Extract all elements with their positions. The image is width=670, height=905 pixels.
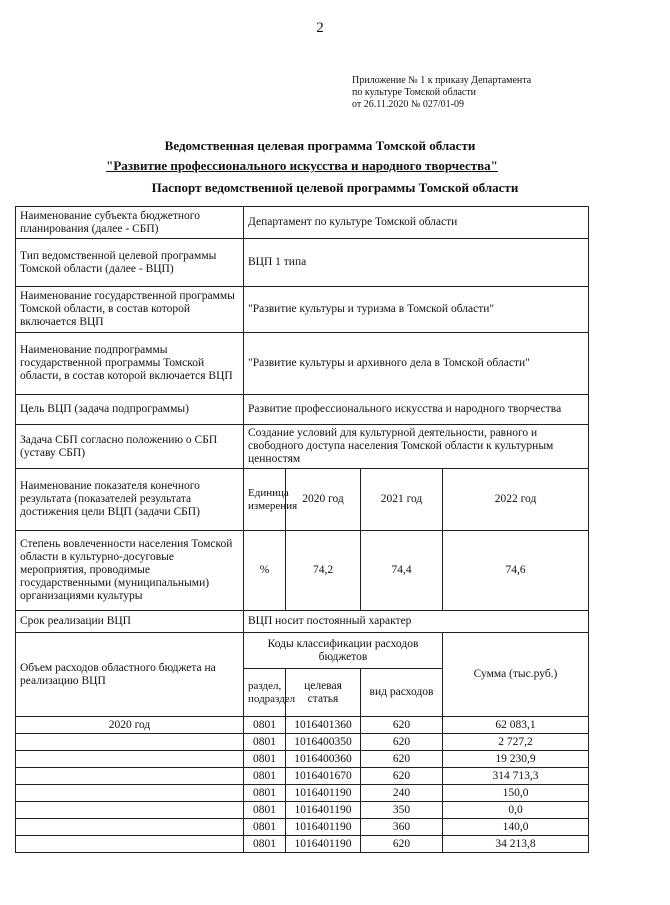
type-value: ВЦП 1 типа <box>244 239 589 287</box>
year-2021-header: 2021 год <box>361 469 443 531</box>
subprogram-value: "Развитие культуры и архивного дела в Томской области" <box>244 333 589 395</box>
indicator-2022: 74,6 <box>443 531 589 611</box>
table-row <box>16 287 589 333</box>
section-cell: 0801 <box>244 768 286 785</box>
kind-cell: 360 <box>361 819 443 836</box>
kind-cell: 620 <box>361 751 443 768</box>
table-row <box>16 395 589 425</box>
unit-header: Единица измерения <box>244 469 286 531</box>
codes-header: Коды классификации расходов бюджетов <box>244 633 443 669</box>
page-number: 2 <box>316 20 324 36</box>
indicator-header-label: Наименование показателя конечного результата (показателей результата достижения цели ВЦП (задачи СБП) <box>16 469 244 531</box>
table-row <box>16 207 589 239</box>
sum-cell: 19 230,9 <box>443 751 589 768</box>
table-row <box>16 333 589 395</box>
section-cell: 0801 <box>244 836 286 853</box>
sum-cell: 140,0 <box>443 819 589 836</box>
empty-cell <box>16 751 244 768</box>
indicator-label: Степень вовлеченности населения Томской области в культурно-досуговые мероприятия, проводимые государственными (муниципальными) организациями культуры <box>16 531 244 611</box>
state-program-label: Наименование государственной программы Томской области, в состав которой включается ВЦП <box>16 287 244 333</box>
table-row <box>16 633 589 669</box>
goal-value: Развитие профессионального искусства и народного творчества <box>244 395 589 425</box>
expenses-label: Объем расходов областного бюджета на реализацию ВЦП <box>16 633 244 717</box>
kind-cell: 620 <box>361 734 443 751</box>
article-cell: 1016400350 <box>286 734 361 751</box>
empty-cell <box>16 836 244 853</box>
kind-cell: 240 <box>361 785 443 802</box>
table-row <box>16 819 589 836</box>
sum-cell: 314 713,3 <box>443 768 589 785</box>
appendix-line: Приложение № 1 к приказу Департамента <box>352 75 532 86</box>
state-program-value: "Развитие культуры и туризма в Томской области" <box>244 287 589 333</box>
article-cell: 1016401190 <box>286 785 361 802</box>
indicator-2021: 74,4 <box>361 531 443 611</box>
term-value: ВЦП носит постоянный характер <box>244 611 589 633</box>
table-row <box>16 239 589 287</box>
article-header: целевая статья <box>286 669 361 717</box>
table-row <box>16 425 589 469</box>
section-header: раздел, подраздел <box>244 669 286 717</box>
sum-cell: 62 083,1 <box>443 717 589 734</box>
sum-cell: 2 727,2 <box>443 734 589 751</box>
section-cell: 0801 <box>244 751 286 768</box>
empty-cell <box>16 785 244 802</box>
year-2022-header: 2022 год <box>443 469 589 531</box>
kind-cell: 350 <box>361 802 443 819</box>
term-label: Срок реализации ВЦП <box>16 611 244 633</box>
subprogram-label: Наименование подпрограммы государственной программы Томской области, в состав которой включается ВЦП <box>16 333 244 395</box>
indicator-unit: % <box>244 531 286 611</box>
appendix-note <box>352 75 531 111</box>
type-label: Тип ведомственной целевой программы Томской области (далее - ВЦП) <box>16 239 244 287</box>
subject-label: Наименование субъекта бюджетного планирования (далее - СБП) <box>16 207 244 239</box>
sum-cell: 0,0 <box>443 802 589 819</box>
appendix-line: по культуре Томской области <box>352 87 477 98</box>
table-row <box>16 768 589 785</box>
empty-cell <box>16 734 244 751</box>
section-cell: 0801 <box>244 734 286 751</box>
task-value: Создание условий для культурной деятельности, равного и свободного доступа населения Томской области к культурным ценностям <box>244 425 589 469</box>
kind-cell: 620 <box>361 836 443 853</box>
sum-header: Сумма (тыс.руб.) <box>443 633 589 717</box>
article-cell: 1016401670 <box>286 768 361 785</box>
task-label: Задача СБП согласно положению о СБП (уставу СБП) <box>16 425 244 469</box>
subject-value: Департамент по культуре Томской области <box>244 207 589 239</box>
kind-cell: 620 <box>361 717 443 734</box>
year-2020-header: 2020 год <box>286 469 361 531</box>
table-row <box>16 611 589 633</box>
table-row <box>16 717 589 734</box>
article-cell: 1016401190 <box>286 819 361 836</box>
section-cell: 0801 <box>244 717 286 734</box>
passport-title: Паспорт ведомственной целевой программы Томской области <box>151 180 519 195</box>
table-row <box>16 751 589 768</box>
program-title: Ведомственная целевая программа Томской области <box>164 138 476 153</box>
table-row <box>16 836 589 853</box>
expenses-year: 2020 год <box>16 717 244 734</box>
sum-cell: 150,0 <box>443 785 589 802</box>
goal-label: Цель ВЦП (задача подпрограммы) <box>16 395 244 425</box>
table-row <box>16 531 589 611</box>
sum-cell: 34 213,8 <box>443 836 589 853</box>
program-name: "Развитие профессионального искусства и народного творчества" <box>106 158 498 173</box>
empty-cell <box>16 819 244 836</box>
table-row <box>16 802 589 819</box>
table-row <box>16 734 589 751</box>
section-cell: 0801 <box>244 785 286 802</box>
table-row <box>16 785 589 802</box>
passport-table <box>15 206 589 853</box>
indicator-2020: 74,2 <box>286 531 361 611</box>
kind-cell: 620 <box>361 768 443 785</box>
article-cell: 1016400360 <box>286 751 361 768</box>
article-cell: 1016401190 <box>286 802 361 819</box>
section-cell: 0801 <box>244 819 286 836</box>
article-cell: 1016401360 <box>286 717 361 734</box>
appendix-line: от 26.11.2020 № 027/01-09 <box>352 99 465 110</box>
table-row <box>16 469 589 531</box>
section-cell: 0801 <box>244 802 286 819</box>
empty-cell <box>16 802 244 819</box>
empty-cell <box>16 768 244 785</box>
article-cell: 1016401190 <box>286 836 361 853</box>
kind-header: вид расходов <box>361 669 443 717</box>
